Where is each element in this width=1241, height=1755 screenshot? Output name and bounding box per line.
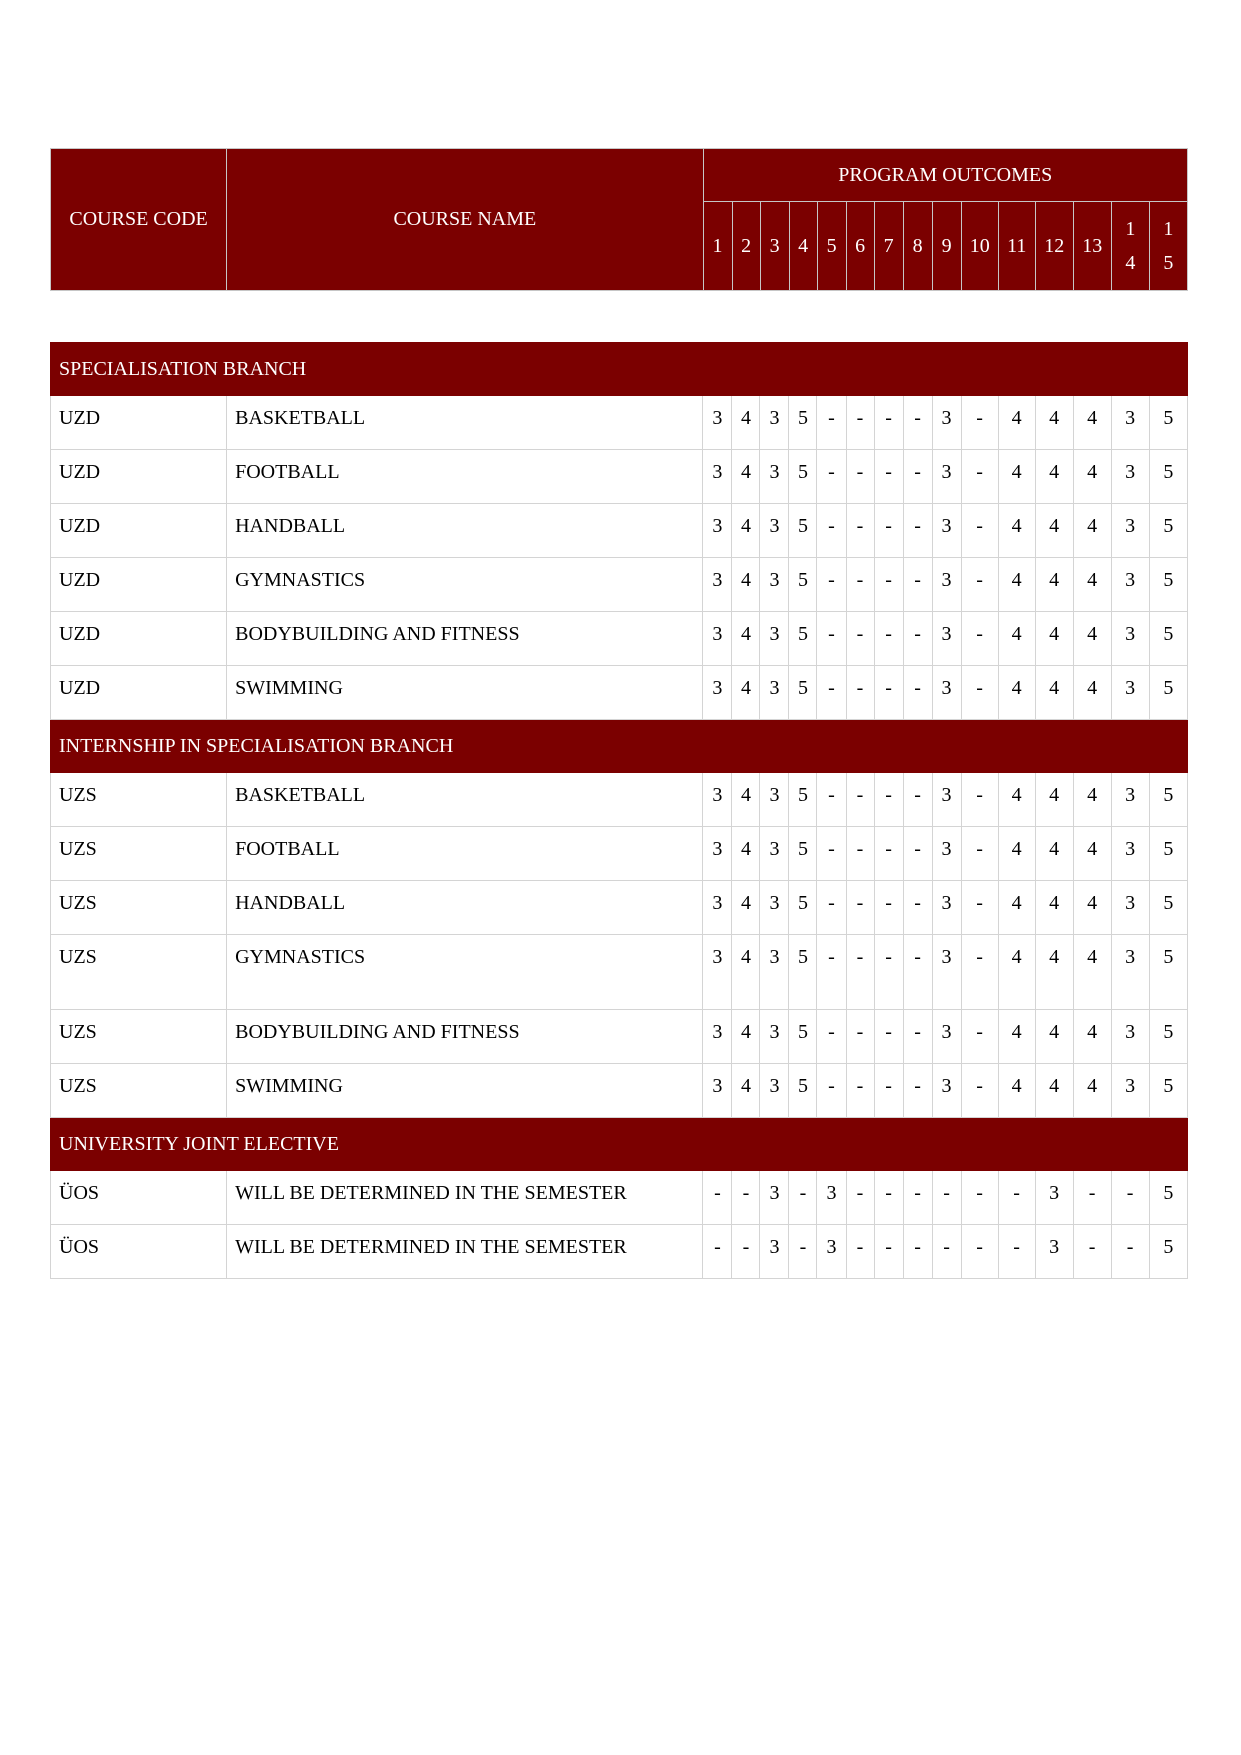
outcome-value-cell: 4 [1035, 1010, 1073, 1064]
outcome-value-cell: 3 [703, 827, 732, 881]
outcome-value-cell: - [846, 450, 874, 504]
outcome-value-cell: 3 [1111, 1064, 1149, 1118]
outcome-value-cell: - [903, 1171, 932, 1225]
outcome-value-cell: - [874, 1064, 903, 1118]
outcome-value-cell: 5 [789, 504, 817, 558]
outcome-value-cell: - [961, 1064, 998, 1118]
outcome-value-cell: - [846, 1064, 874, 1118]
outcome-value-cell: 5 [1149, 1225, 1187, 1279]
outcome-number-header: 4 [789, 202, 817, 291]
outcome-value-cell: - [846, 396, 874, 450]
outcome-value-cell: - [703, 1225, 732, 1279]
outcome-value-cell: - [998, 1225, 1035, 1279]
outcome-value-cell: 5 [789, 773, 817, 827]
outcome-value-cell: 3 [1111, 666, 1149, 720]
outcome-number-header: 11 [998, 202, 1035, 291]
outcome-value-cell: 3 [932, 396, 961, 450]
outcome-value-cell: - [1073, 1225, 1111, 1279]
outcome-value-cell: - [903, 450, 932, 504]
outcome-value-cell: 3 [817, 1225, 846, 1279]
outcome-value-cell: 3 [932, 1064, 961, 1118]
outcome-value-cell: 3 [1111, 612, 1149, 666]
outcome-value-cell: 4 [732, 666, 760, 720]
outcome-value-cell: - [874, 612, 903, 666]
outcome-value-cell: 3 [703, 773, 732, 827]
outcome-value-cell: 4 [1073, 827, 1111, 881]
course-code-cell: UZD [51, 396, 227, 450]
table-row [51, 1225, 1188, 1279]
table-row [51, 881, 1188, 935]
outcome-value-cell: 3 [760, 1171, 789, 1225]
outcome-value-cell: 3 [932, 881, 961, 935]
outcome-value-cell: - [817, 935, 846, 1010]
outcome-value-cell: - [903, 612, 932, 666]
outcome-value-cell: - [961, 612, 998, 666]
course-code-cell: UZD [51, 666, 227, 720]
outcome-number-header: 8 [903, 202, 932, 291]
outcome-value-cell: - [903, 881, 932, 935]
outcome-value-cell: 4 [732, 558, 760, 612]
outcome-value-cell: - [874, 935, 903, 1010]
outcome-value-cell: 4 [998, 827, 1035, 881]
course-code-cell: UZD [51, 504, 227, 558]
outcome-value-cell: 3 [703, 504, 732, 558]
outcome-value-cell: - [1073, 1171, 1111, 1225]
outcome-value-cell: 3 [1111, 935, 1149, 1010]
outcome-value-cell: - [961, 1225, 998, 1279]
course-name-cell: GYMNASTICS [227, 935, 703, 1010]
section-header-row [51, 720, 1188, 773]
outcome-value-cell: 4 [1073, 450, 1111, 504]
course-code-cell: UZS [51, 827, 227, 881]
outcome-value-cell: 4 [1073, 1010, 1111, 1064]
course-name-cell: SWIMMING [227, 1064, 703, 1118]
course-code-cell: ÜOS [51, 1171, 227, 1225]
outcome-value-cell: - [903, 935, 932, 1010]
outcome-value-cell: - [817, 827, 846, 881]
outcome-value-cell: 4 [732, 827, 760, 881]
outcome-value-cell: - [903, 396, 932, 450]
course-name-cell: BODYBUILDING AND FITNESS [227, 1010, 703, 1064]
outcome-value-cell: 5 [1149, 1171, 1187, 1225]
course-name-cell: SWIMMING [227, 666, 703, 720]
outcome-value-cell: 5 [789, 558, 817, 612]
outcome-value-cell: 4 [1035, 881, 1073, 935]
outcome-value-cell: 3 [932, 773, 961, 827]
section-title: UNIVERSITY JOINT ELECTIVE [51, 1118, 1188, 1171]
outcome-value-cell: - [846, 1010, 874, 1064]
outcome-value-cell: 5 [1149, 558, 1187, 612]
outcome-value-cell: 3 [760, 558, 789, 612]
outcome-value-cell: 4 [998, 1010, 1035, 1064]
course-name-cell: HANDBALL [227, 504, 703, 558]
outcome-value-cell: - [961, 558, 998, 612]
outcome-value-cell: - [903, 666, 932, 720]
outcome-value-cell: 5 [789, 1010, 817, 1064]
outcome-value-cell: - [961, 773, 998, 827]
outcome-value-cell: - [846, 612, 874, 666]
outcome-value-cell: 4 [1035, 396, 1073, 450]
outcome-value-cell: - [874, 1225, 903, 1279]
course-name-cell: HANDBALL [227, 881, 703, 935]
outcome-number-header: 13 [1073, 202, 1111, 291]
outcome-value-cell: - [961, 1010, 998, 1064]
outcome-value-cell: 5 [1149, 935, 1187, 1010]
outcome-value-cell: 3 [760, 1225, 789, 1279]
outcome-number-header: 10 [961, 202, 998, 291]
outcome-value-cell: 3 [932, 666, 961, 720]
outcome-value-cell: - [961, 396, 998, 450]
section-header-row [51, 343, 1188, 396]
outcome-value-cell: 5 [1149, 827, 1187, 881]
outcomes-table [50, 342, 1188, 1279]
outcome-value-cell: 3 [703, 612, 732, 666]
outcome-value-cell: - [817, 396, 846, 450]
outcome-value-cell: - [874, 666, 903, 720]
outcome-value-cell: - [874, 1010, 903, 1064]
course-code-cell: UZS [51, 881, 227, 935]
outcome-value-cell: 3 [760, 1010, 789, 1064]
outcome-value-cell: 3 [932, 558, 961, 612]
outcome-value-cell: 5 [1149, 612, 1187, 666]
outcome-value-cell: 4 [1035, 612, 1073, 666]
outcome-value-cell: - [874, 504, 903, 558]
outcome-value-cell: - [846, 935, 874, 1010]
outcome-value-cell: 3 [932, 450, 961, 504]
outcome-number-header: 2 [732, 202, 760, 291]
outcome-value-cell: - [903, 1064, 932, 1118]
outcome-value-cell: 4 [732, 881, 760, 935]
outcome-value-cell: 4 [1035, 827, 1073, 881]
outcome-value-cell: - [961, 881, 998, 935]
course-code-cell: ÜOS [51, 1225, 227, 1279]
outcome-value-cell: - [817, 612, 846, 666]
outcome-value-cell: 5 [1149, 773, 1187, 827]
outcome-value-cell: 3 [760, 504, 789, 558]
table-row [51, 827, 1188, 881]
outcome-value-cell: 3 [932, 827, 961, 881]
outcome-value-cell: 3 [1111, 558, 1149, 612]
outcome-value-cell: - [903, 773, 932, 827]
outcome-value-cell: 4 [732, 1010, 760, 1064]
outcome-value-cell: 3 [703, 1064, 732, 1118]
outcome-value-cell: 4 [1035, 1064, 1073, 1118]
outcome-value-cell: - [846, 666, 874, 720]
outcome-value-cell: 3 [932, 1010, 961, 1064]
outcome-number-header: 6 [846, 202, 874, 291]
outcome-value-cell: 3 [760, 827, 789, 881]
outcome-value-cell: 5 [789, 827, 817, 881]
outcome-value-cell: 3 [703, 396, 732, 450]
course-name-cell: BASKETBALL [227, 773, 703, 827]
outcome-number-header: 3 [760, 202, 789, 291]
outcome-value-cell: - [874, 450, 903, 504]
outcome-value-cell: 4 [1035, 450, 1073, 504]
outcome-value-cell: - [961, 1171, 998, 1225]
outcome-value-cell: 4 [1073, 504, 1111, 558]
course-code-cell: UZS [51, 1064, 227, 1118]
course-code-cell: UZD [51, 450, 227, 504]
outcome-value-cell: - [874, 881, 903, 935]
course-code-cell: UZD [51, 612, 227, 666]
outcome-value-cell: 5 [1149, 504, 1187, 558]
outcome-value-cell: - [846, 504, 874, 558]
outcome-number-header: 7 [874, 202, 903, 291]
outcome-value-cell: - [1111, 1225, 1149, 1279]
outcome-value-cell: - [903, 558, 932, 612]
outcome-value-cell: 4 [1073, 773, 1111, 827]
outcome-value-cell: 3 [1035, 1225, 1073, 1279]
table-row [51, 666, 1188, 720]
outcome-value-cell: 5 [789, 881, 817, 935]
outcome-value-cell: 5 [789, 1064, 817, 1118]
table-row [51, 558, 1188, 612]
outcome-value-cell: - [903, 504, 932, 558]
outcome-value-cell: - [903, 1225, 932, 1279]
outcome-value-cell: - [817, 558, 846, 612]
outcome-value-cell: 3 [703, 666, 732, 720]
outcome-value-cell: 5 [1149, 881, 1187, 935]
outcome-value-cell: 5 [1149, 450, 1187, 504]
outcome-number-header: 1 4 [1111, 202, 1149, 291]
header-table [50, 148, 1188, 291]
course-name-cell: WILL BE DETERMINED IN THE SEMESTER [227, 1225, 703, 1279]
outcome-value-cell: - [732, 1171, 760, 1225]
outcome-value-cell: - [846, 1171, 874, 1225]
outcome-value-cell: - [1111, 1171, 1149, 1225]
outcome-value-cell: 3 [1111, 773, 1149, 827]
outcome-value-cell: - [703, 1171, 732, 1225]
outcome-value-cell: 4 [998, 666, 1035, 720]
outcome-value-cell: 4 [1035, 666, 1073, 720]
table-row [51, 612, 1188, 666]
course-name-cell: GYMNASTICS [227, 558, 703, 612]
outcome-value-cell: 4 [1073, 396, 1111, 450]
outcome-value-cell: - [874, 1171, 903, 1225]
table-row [51, 1171, 1188, 1225]
outcome-value-cell: 3 [1111, 450, 1149, 504]
outcome-value-cell: - [817, 881, 846, 935]
outcome-value-cell: - [846, 773, 874, 827]
outcome-value-cell: 4 [1035, 558, 1073, 612]
outcome-value-cell: - [817, 773, 846, 827]
outcome-value-cell: - [961, 666, 998, 720]
table-row [51, 504, 1188, 558]
outcome-value-cell: 4 [1073, 612, 1111, 666]
outcome-value-cell: 5 [1149, 396, 1187, 450]
outcome-value-cell: - [998, 1171, 1035, 1225]
outcome-value-cell: - [961, 450, 998, 504]
table-row [51, 1064, 1188, 1118]
outcome-value-cell: - [817, 1064, 846, 1118]
outcome-value-cell: 3 [932, 612, 961, 666]
outcome-value-cell: 4 [1073, 666, 1111, 720]
outcome-value-cell: - [961, 504, 998, 558]
outcome-number-header: 1 5 [1149, 202, 1187, 291]
outcome-value-cell: - [961, 935, 998, 1010]
outcome-value-cell: 4 [998, 504, 1035, 558]
outcome-value-cell: - [846, 1225, 874, 1279]
outcome-value-cell: 5 [789, 450, 817, 504]
outcome-value-cell: 5 [789, 396, 817, 450]
outcome-number-header: 5 [817, 202, 846, 291]
course-name-cell: BODYBUILDING AND FITNESS [227, 612, 703, 666]
outcome-value-cell: 4 [1035, 773, 1073, 827]
outcome-value-cell: - [846, 558, 874, 612]
table-row [51, 396, 1188, 450]
outcome-value-cell: - [874, 827, 903, 881]
outcome-value-cell: 4 [1035, 504, 1073, 558]
outcome-value-cell: 5 [1149, 1010, 1187, 1064]
outcome-value-cell: 3 [1111, 881, 1149, 935]
outcome-value-cell: - [817, 1010, 846, 1064]
outcome-value-cell: 3 [1111, 504, 1149, 558]
outcome-value-cell: 4 [998, 558, 1035, 612]
course-name-cell: FOOTBALL [227, 450, 703, 504]
outcome-value-cell: 3 [760, 1064, 789, 1118]
outcome-value-cell: 4 [998, 612, 1035, 666]
outcome-value-cell: 4 [998, 1064, 1035, 1118]
outcome-value-cell: 3 [760, 881, 789, 935]
course-name-header: COURSE NAME [227, 149, 703, 291]
outcome-value-cell: 4 [1035, 935, 1073, 1010]
course-code-header: COURSE CODE [51, 149, 227, 291]
outcome-value-cell: - [846, 827, 874, 881]
outcome-value-cell: 3 [703, 935, 732, 1010]
outcome-value-cell: 3 [760, 612, 789, 666]
outcome-value-cell: 3 [760, 935, 789, 1010]
outcome-value-cell: 5 [789, 612, 817, 666]
outcome-value-cell: 4 [732, 396, 760, 450]
outcome-value-cell: 4 [1073, 935, 1111, 1010]
outcome-value-cell: 3 [760, 450, 789, 504]
outcome-value-cell: - [874, 396, 903, 450]
outcome-value-cell: 3 [932, 504, 961, 558]
outcome-value-cell: - [789, 1225, 817, 1279]
outcome-value-cell: - [903, 827, 932, 881]
table-row [51, 773, 1188, 827]
outcome-value-cell: - [874, 558, 903, 612]
outcome-value-cell: 3 [1111, 1010, 1149, 1064]
outcome-value-cell: 3 [703, 558, 732, 612]
outcome-value-cell: 4 [998, 396, 1035, 450]
outcome-value-cell: - [846, 881, 874, 935]
course-code-cell: UZS [51, 1010, 227, 1064]
outcome-value-cell: 4 [1073, 881, 1111, 935]
outcome-value-cell: - [789, 1171, 817, 1225]
outcome-value-cell: 3 [703, 450, 732, 504]
outcome-value-cell: - [874, 773, 903, 827]
outcome-value-cell: 4 [732, 450, 760, 504]
outcome-value-cell: 5 [789, 666, 817, 720]
outcome-value-cell: 3 [1111, 827, 1149, 881]
outcome-value-cell: - [732, 1225, 760, 1279]
outcome-value-cell: 4 [1073, 1064, 1111, 1118]
outcome-value-cell: 3 [760, 396, 789, 450]
outcome-value-cell: 4 [1073, 558, 1111, 612]
outcome-value-cell: 4 [998, 450, 1035, 504]
course-name-cell: BASKETBALL [227, 396, 703, 450]
section-title: SPECIALISATION BRANCH [51, 343, 1188, 396]
table-row [51, 1010, 1188, 1064]
outcome-value-cell: 3 [760, 666, 789, 720]
course-name-cell: WILL BE DETERMINED IN THE SEMESTER [227, 1171, 703, 1225]
outcome-value-cell: 3 [1111, 396, 1149, 450]
course-code-cell: UZD [51, 558, 227, 612]
outcome-number-header: 9 [932, 202, 961, 291]
outcome-value-cell: 3 [817, 1171, 846, 1225]
outcome-value-cell: - [932, 1171, 961, 1225]
course-code-cell: UZS [51, 935, 227, 1010]
outcome-value-cell: - [903, 1010, 932, 1064]
outcome-value-cell: 4 [732, 935, 760, 1010]
outcome-value-cell: - [961, 827, 998, 881]
outcome-number-header: 1 [703, 202, 732, 291]
outcome-value-cell: 4 [998, 773, 1035, 827]
outcome-number-header: 12 [1035, 202, 1073, 291]
table-row [51, 450, 1188, 504]
outcome-value-cell: 4 [998, 881, 1035, 935]
outcome-value-cell: 5 [789, 935, 817, 1010]
course-name-cell: FOOTBALL [227, 827, 703, 881]
table-row [51, 935, 1188, 1010]
outcome-value-cell: - [817, 504, 846, 558]
outcome-value-cell: 3 [932, 935, 961, 1010]
outcome-value-cell: 3 [760, 773, 789, 827]
outcome-value-cell: 3 [703, 881, 732, 935]
outcome-value-cell: 4 [998, 935, 1035, 1010]
section-title: INTERNSHIP IN SPECIALISATION BRANCH [51, 720, 1188, 773]
outcome-value-cell: 3 [703, 1010, 732, 1064]
outcome-value-cell: - [817, 450, 846, 504]
outcome-value-cell: - [932, 1225, 961, 1279]
outcome-value-cell: 4 [732, 504, 760, 558]
section-header-row [51, 1118, 1188, 1171]
outcome-value-cell: 3 [1035, 1171, 1073, 1225]
outcome-value-cell: 4 [732, 773, 760, 827]
outcome-value-cell: - [817, 666, 846, 720]
outcome-value-cell: 4 [732, 1064, 760, 1118]
program-outcomes-header: PROGRAM OUTCOMES [703, 149, 1187, 202]
outcome-value-cell: 5 [1149, 1064, 1187, 1118]
outcome-value-cell: 4 [732, 612, 760, 666]
course-code-cell: UZS [51, 773, 227, 827]
outcome-value-cell: 5 [1149, 666, 1187, 720]
